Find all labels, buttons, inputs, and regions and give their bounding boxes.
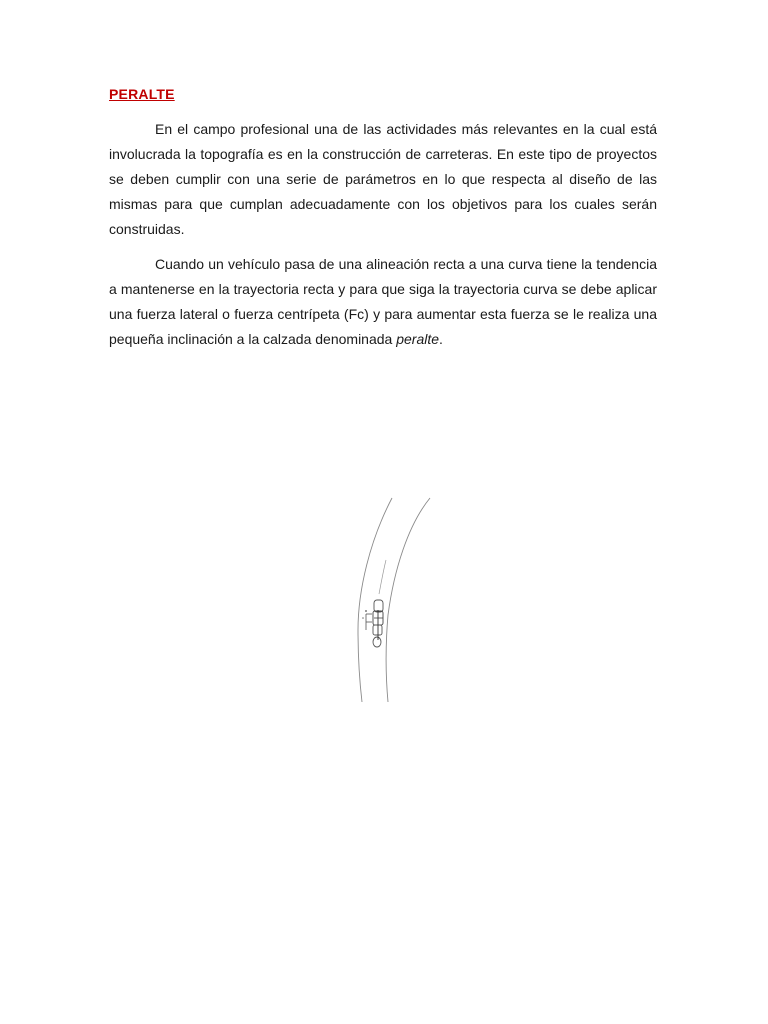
vehicle-icon: [373, 600, 383, 647]
paragraph-vehicle-curve: [109, 252, 657, 352]
road-curve-figure: [330, 490, 450, 710]
road-inner-edge: [386, 498, 430, 702]
paragraph-vehicle-curve-text: Cuando un vehículo pasa de una alineación recta a una curva tiene la tendencia a mantenerse en la trayectoria recta y para que siga la trayectoria curva se debe aplicar una fuerza lateral o fuerza centrípeta (Fc) y para aumentar esta fuerza se le realiza una pequeña inclinación a la calzada denominada: [109, 256, 657, 347]
trajectory-arc: [379, 560, 386, 594]
road-curve-with-vehicle-icon: [330, 490, 450, 710]
paragraph-intro: En el campo profesional una de las actividades más relevantes en la cual está involucrada la topografía es en la construcción de carreteras. En este tipo de proyectos se deben cumplir con una serie de parámetros en lo que respecta al diseño de las mismas para que cumplan adecuadamente con los objetivos para los cuales serán construidas.: [109, 121, 657, 237]
page-title: PERALTE: [109, 86, 175, 102]
force-arrow-icon: [362, 610, 372, 630]
paragraph-end-period: .: [439, 331, 443, 347]
peralte-emphasis: peralte: [396, 331, 440, 347]
